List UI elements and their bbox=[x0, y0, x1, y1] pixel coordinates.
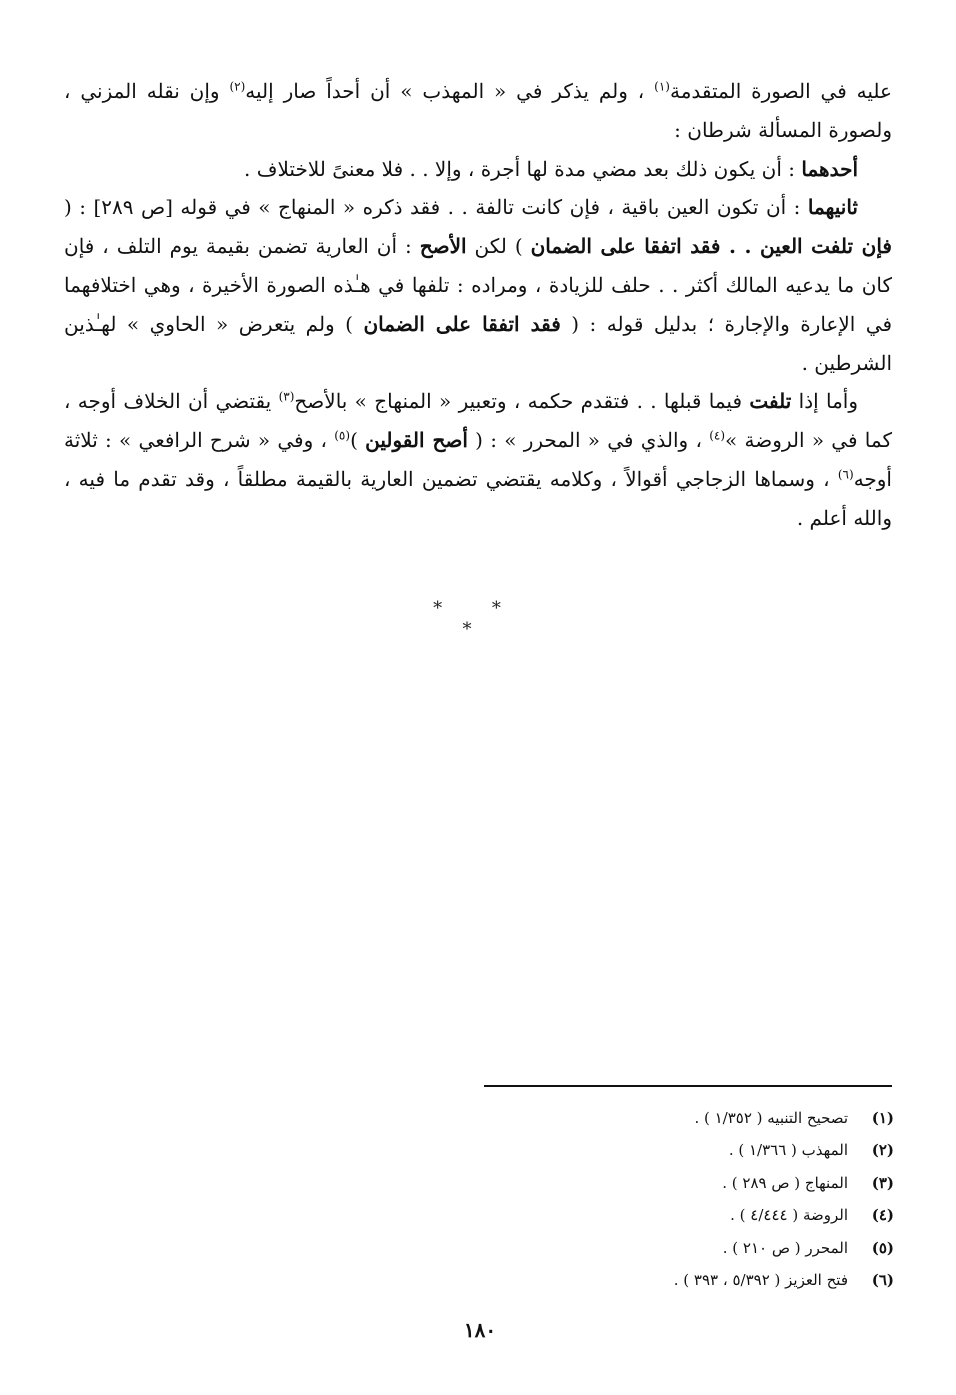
footnote-ref-1: (١) bbox=[654, 79, 670, 94]
paragraph-4 bbox=[64, 382, 892, 537]
quoted-bold: تلفت bbox=[749, 389, 792, 414]
footnotes-list bbox=[474, 1102, 894, 1296]
footnote-item bbox=[474, 1134, 894, 1166]
text-run: : أن يكون ذلك بعد مضي مدة لها أجرة ، وإلا . . فلا معنىً للاختلاف . bbox=[244, 156, 802, 181]
section-separator: * * * bbox=[433, 598, 523, 640]
footnote-number: (١) bbox=[871, 1109, 894, 1127]
footnote-text: الروضة ( ٤/٤٤٤ ) . bbox=[730, 1206, 848, 1225]
term-first: أحدهما bbox=[801, 156, 858, 181]
quoted-bold: أصح القولين bbox=[365, 428, 468, 453]
main-text bbox=[64, 72, 892, 538]
text-run: ، وسماها الزجاجي أقوالاً ، وكلامه يقتضي تضمين العارية بالقيمة مطلقاً ، وقد تقدم ما فيه ، والله أعلم . bbox=[64, 466, 892, 530]
text-run: فيما قبلها . . فتقدم حكمه ، وتعبير « المنهاج » بالأصح bbox=[294, 389, 750, 414]
footnote-number: (٢) bbox=[871, 1141, 894, 1160]
text-run: ) bbox=[350, 428, 366, 453]
text-run: ، ولم يذكر في « المهذب » أن أحداً صار إليه bbox=[245, 79, 655, 103]
footnote-number: (٣) bbox=[871, 1173, 894, 1192]
footnote-item bbox=[474, 1102, 894, 1134]
quoted-bold: فإن تلفت العين . . فقد اتفقا على الضمان bbox=[530, 234, 892, 259]
text-run: وأما إذا bbox=[791, 389, 858, 414]
footnote-item bbox=[474, 1232, 894, 1264]
footnote-ref-6: (٦) bbox=[837, 467, 854, 482]
paragraph-2 bbox=[64, 150, 892, 189]
footnote-ref-5: (٥) bbox=[334, 428, 351, 443]
footnote-text: تصحيح التنبيه ( ١/٣٥٢ ) . bbox=[694, 1109, 848, 1127]
text-run: ، وفي « شرح الرافعي » : ثلاثة أوجه bbox=[64, 428, 892, 491]
footnote-divider bbox=[484, 1085, 892, 1087]
footnote-number: (٥) bbox=[871, 1238, 894, 1257]
footnote-item bbox=[474, 1199, 894, 1231]
footnote-text: المحرر ( ص ٢١٠ ) . bbox=[722, 1238, 848, 1257]
footnote-number: (٤) bbox=[871, 1206, 894, 1225]
footnote-ref-3: (٣) bbox=[278, 389, 295, 404]
quoted-bold: فقد اتفقا على الضمان bbox=[363, 311, 561, 336]
text-run: : أن العارية تضمن بقيمة يوم التلف ، فإن كان ما يدعيه المالك أكثر . . حلف للزيادة ، ومراده : تلفها في هـٰذه الصورة الأخيرة ، وهي اختلافهما في الإعارة والإجارة ؛ بدليل قوله : ( bbox=[64, 234, 893, 336]
text-run: ) ولم يتعرض « الحاوي » لهـٰذين الشرطين . bbox=[64, 311, 892, 375]
text-run: : أن تكون العين باقية ، فإن كانت تالفة . . فقد ذكره « المنهاج » في قوله [ص ٢٨٩] : ( bbox=[64, 195, 808, 220]
quoted-bold: الأصح bbox=[419, 234, 467, 259]
text-run: عليه في الصورة المتقدمة bbox=[669, 79, 892, 103]
text-run: يقتضي أن الخلاف أوجه ، كما في « الروضة » bbox=[64, 389, 892, 453]
footnote-ref-2: (٢) bbox=[229, 79, 246, 94]
footnote-text: فتح العزيز ( ٥/٣٩٢ ، ٣٩٣ ) . bbox=[673, 1271, 848, 1290]
text-run: ، والذي في « المحرر » : ( bbox=[467, 428, 710, 453]
footnote-text: المنهاج ( ص ٢٨٩ ) . bbox=[722, 1173, 848, 1192]
term-second: ثانيهما bbox=[807, 195, 858, 220]
footnote-item bbox=[474, 1264, 894, 1296]
page-number: ١٨٠ bbox=[463, 1318, 497, 1342]
paragraph-3 bbox=[64, 188, 892, 382]
footnote-ref-4: (٤) bbox=[709, 428, 726, 443]
paragraph-1 bbox=[64, 72, 892, 150]
text-run: ) لكن bbox=[466, 234, 531, 259]
text-run: وإن نقله المزني ، ولصورة المسألة شرطان : bbox=[64, 79, 892, 142]
footnote-number: (٦) bbox=[871, 1271, 894, 1290]
footnote-item bbox=[474, 1167, 894, 1199]
footnote-text: المهذب ( ١/٣٦٦ ) . bbox=[728, 1141, 848, 1160]
